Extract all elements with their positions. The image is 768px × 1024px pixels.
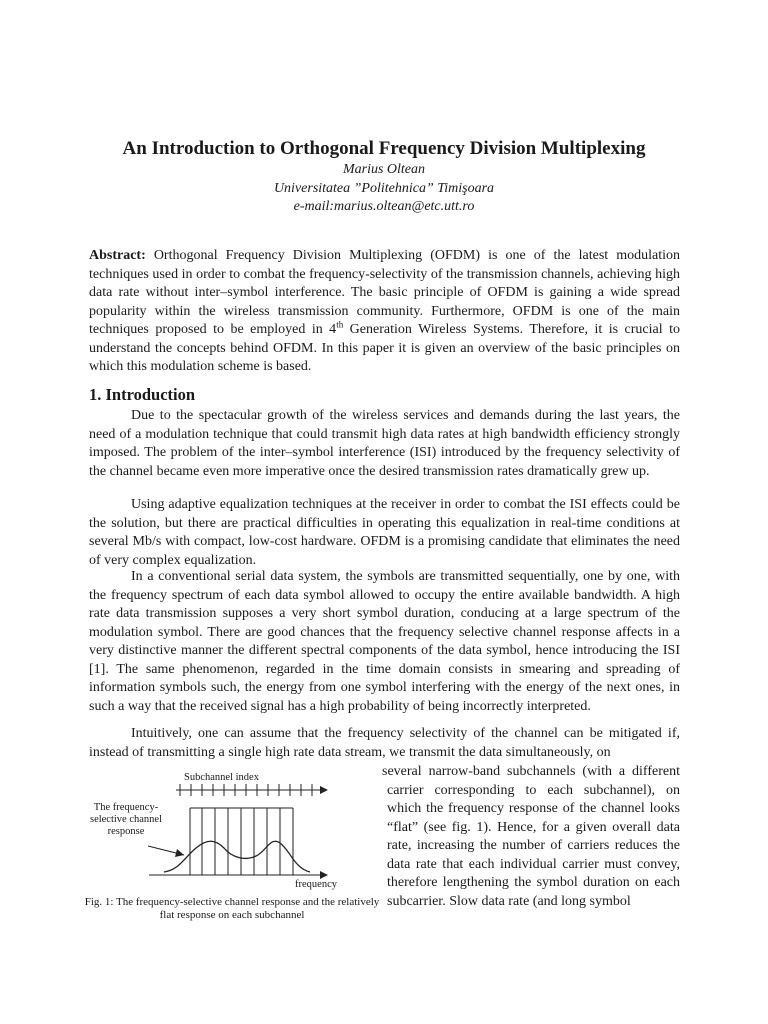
paper-title: An Introduction to Orthogonal Frequency Division Multiplexing bbox=[122, 138, 646, 159]
paragraph-3: In a conventional serial data system, the symbols are transmitted sequentially, one by one, with the frequency spectrum of each data symbol allowed to occupy the entire available bandwidth. A high rate data transmission supposes a very short symbol duration, conducing at a large spectrum of the modulation symbol. There are good chances that the frequency selective channel response affects in a very distinctive manner the different spectral components of the data symbol, hence introducing the ISI [1]. The same phenomenon, regarded in the time domain consists in smearing and spreading of information symbols such, the energy from one symbol interfering with the energy of the next ones, in such a way that the received signal has a high probability of being incorrectly interpreted. bbox=[89, 569, 680, 714]
abstract-superscript: th bbox=[336, 319, 344, 330]
section-heading-introduction: 1. Introduction bbox=[89, 385, 196, 404]
channel-response-label: The frequency-selective channel response bbox=[89, 802, 162, 837]
frequency-axis-label: frequency bbox=[295, 879, 337, 890]
right-column-text: several narrow-band subchannels (with a different carrier corresponding to each subchannel), on which the frequency response of the channel looks “flat” (see fig. 1). Hence, for a given overall data rate, increasing the number of carriers reduces the data rate that each individual carrier must convey, therefore lengthening the symbol duration on each subcarrier. Slow data rate (and long symbol bbox=[382, 764, 680, 909]
paragraph-1: Due to the spectacular growth of the wireless services and demands during the last years, the need of a modulation technique that could transmit high data rates at high bandwidth efficiency strongly imposed. The problem of the inter–symbol interference (ISI) introduced by the frequency selectivity of the channel became even more imperative once the desired transmission rates dramatically grew up. bbox=[89, 408, 680, 479]
abstract-text-part2: Generation Wireless Systems. Therefore, it is crucial to understand the concepts behind OFDM. In this paper it is given an overview of the basic principles on which this modulation scheme is based. bbox=[89, 322, 680, 374]
subchannel-axis-arrow bbox=[320, 786, 328, 794]
subchannel-index-label: Subchannel index bbox=[184, 772, 259, 783]
paragraph-4: Intuitively, one can assume that the frequency selectivity of the channel can be mitigated if, instead of transmitting a single high rate data stream, we transmit the data simultaneously, on bbox=[89, 726, 680, 760]
channel-response-curve bbox=[164, 841, 310, 872]
author-email: e-mail:marius.oltean@etc.utt.ro bbox=[293, 199, 475, 214]
abstract-label: Abstract: bbox=[89, 248, 146, 263]
abstract bbox=[89, 247, 680, 377]
author-name: Marius Oltean bbox=[342, 162, 426, 177]
frequency-axis-arrow bbox=[320, 871, 328, 879]
paragraph-2: Using adaptive equalization techniques at the receiver in order to combat the ISI effects could be the solution, but there are practical difficulties in operating this equalization in real-time conditions at several Mb/s with compact, low-cost hardware. OFDM is a promising candidate that eliminates the need of very complex equalization. bbox=[89, 497, 680, 568]
figure-1-caption: Fig. 1: The frequency-selective channel response and the relatively flat response on each subchannel bbox=[84, 896, 380, 921]
author-affiliation: Universitatea ”Politehnica” Timişoara bbox=[273, 181, 495, 196]
response-pointer-arrowhead bbox=[175, 849, 184, 857]
abstract-text-part1: Orthogonal Frequency Division Multiplexing (OFDM) is one of the latest modulation techniques used in order to combat the frequency-selectivity of the transmission channels, achieving high data rate without inter–symbol interference. The basic principle of OFDM is gaining a wide spread popularity within the wireless transmission community. Furthermore, OFDM is one of the main techniques proposed to be employed in 4 bbox=[89, 248, 680, 337]
